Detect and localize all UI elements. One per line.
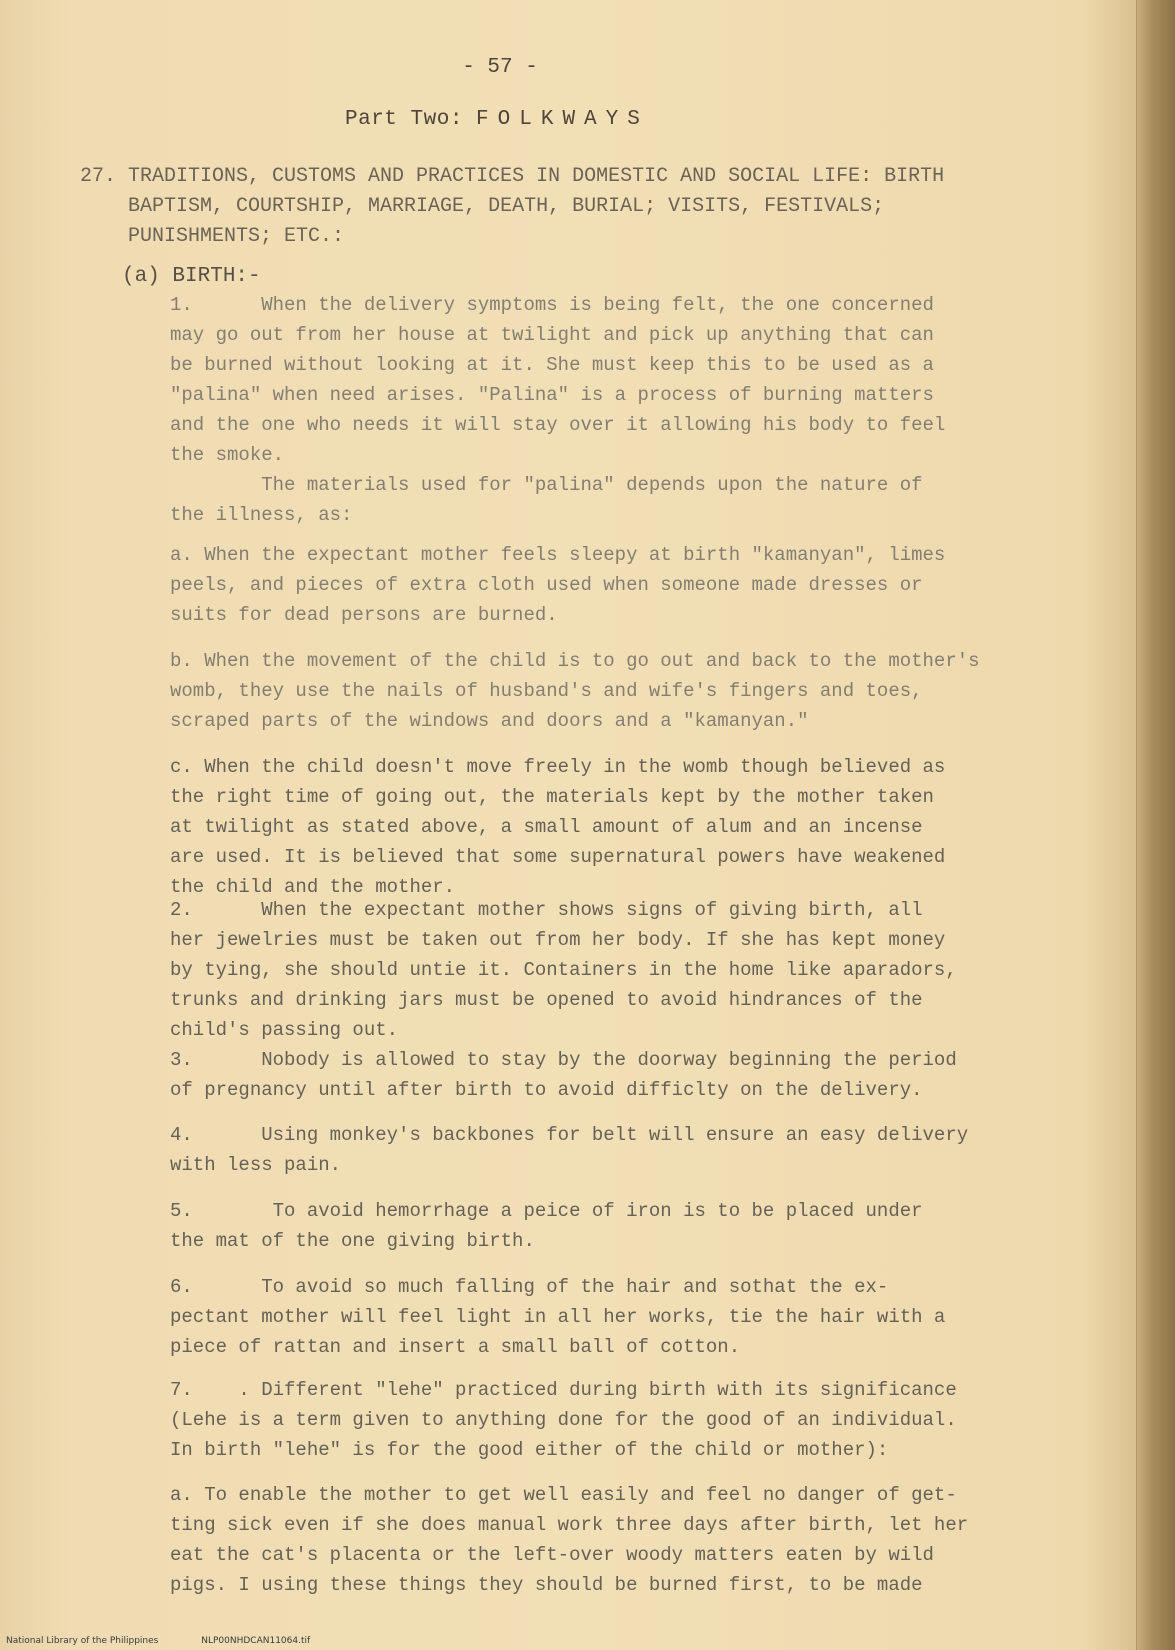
part-title-word: FOLKWAYS [476,108,649,131]
paragraph-2: 2. When the expectant mother shows signs of giving birth, all her jewelries must be taken out from her body. If she has kept money by tying, she should untie it. Containers in the home like aparadors, trunks and drinking jars must be opened to avoid hindrances of the child's passing out. [170,899,957,1041]
book-spine-edge [1136,0,1175,1650]
paragraph-7: 7. . Different "lehe" practiced during birth with its significance (Lehe is a term given to anything done for the good of an individual. In birth "lehe" is for the good either of the child or mother): [170,1379,957,1461]
footer-library: National Library of the Philippines [6,1636,159,1646]
section-heading: 27. TRADITIONS, CUSTOMS AND PRACTICES IN DOMESTIC AND SOCIAL LIFE: BIRTH BAPTISM, COURTSHIP, MARRIAGE, DEATH, BURIAL; VISITS, FESTIVALS; PUNISHMENTS; ETC.: [80,165,945,248]
page-number: - 57 - [462,56,538,79]
part-title-prefix: Part Two: [345,108,463,131]
footer-file: NLP00NHDCAN11064.tif [201,1636,311,1646]
subheading-birth: (a) BIRTH:- [122,265,261,288]
paragraph-6: 6. To avoid so much falling of the hair and sothat the ex- pectant mother will feel light in all her works, tie the hair with a piece of rattan and insert a small ball of cotton. [170,1276,946,1358]
paragraph-1-continued: The materials used for "palina" depends upon the nature of the illness, as: [170,474,923,526]
paragraph-c: c. When the child doesn't move freely in the womb though believed as the right time of going out, the materials kept by the mother taken at twilight as stated above, a small amount of alum and an incense are used. It is believed that some supernatural powers have weakened the child and the mother. [170,756,946,898]
paragraph-5: 5. To avoid hemorrhage a peice of iron is to be placed under the mat of the one giving birth. [170,1200,923,1252]
paragraph-3: 3. Nobody is allowed to stay by the doorway beginning the period of pregnancy until after birth to avoid difficlty on the delivery. [170,1049,957,1101]
paragraph-a: a. When the expectant mother feels sleepy at birth "kamanyan", limes peels, and pieces of extra cloth used when someone made dresses or suits for dead persons are burned. [170,544,946,626]
paragraph-7a: a. To enable the mother to get well easily and feel no danger of get- ting sick even if she does manual work three days after birth, let her eat the cat's placenta or the left-over woody matters eaten by wild pigs. I using these things they should be burned first, to be made [170,1484,969,1596]
scan-footer [6,1636,350,1646]
paragraph-b: b. When the movement of the child is to go out and back to the mother's womb, they use the nails of husband's and wife's fingers and toes, scraped parts of the windows and doors and a "kamanyan." [170,650,980,732]
paragraph-4: 4. Using monkey's backbones for belt will ensure an easy delivery with less pain. [170,1124,969,1176]
part-title [345,108,649,131]
paragraph-1: 1. When the delivery symptoms is being felt, the one concerned may go out from her house at twilight and pick up anything that can be burned without looking at it. She must keep this to be used as a "palina" when need arises. "Palina" is a process of burning matters and the one who needs it will stay over it allowing his body to feel the smoke. [170,294,946,466]
